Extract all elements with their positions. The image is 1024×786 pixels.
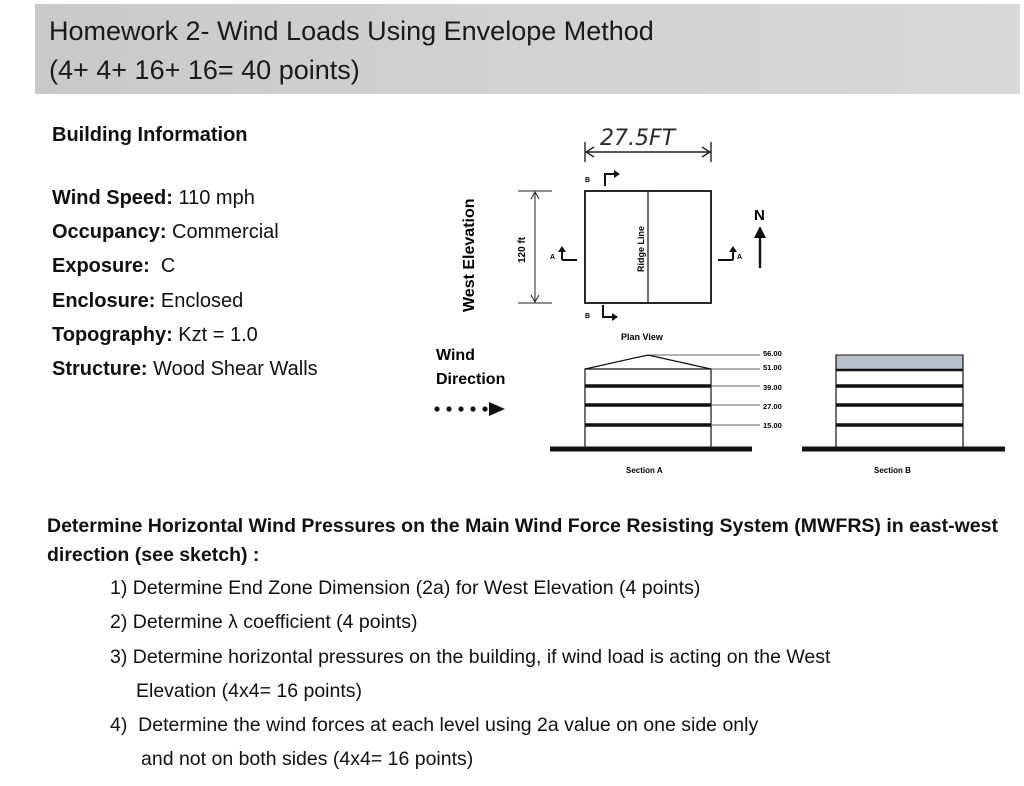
task-item-1: 1) Determine End Zone Dimension (2a) for West Elevation (4 points)	[110, 577, 701, 599]
handwritten-width: 27.5FT	[600, 126, 676, 151]
task-item-2: 2) Determine λ coefficient (4 points)	[110, 611, 418, 633]
wind-label: Wind	[436, 347, 475, 364]
elevation-39: 39.00	[763, 383, 782, 392]
info-row-structure: Structure: Wood Shear Walls	[52, 357, 318, 380]
section-b-arrow-top	[605, 170, 620, 186]
building-info-title: Building Information	[52, 124, 248, 146]
info-row-exposure: Exposure: C	[52, 255, 176, 278]
section-b-arrow-bottom	[603, 305, 618, 321]
task-item-3-continued: Elevation (4x4= 16 points)	[136, 680, 363, 702]
section-a-marker-right: A	[737, 254, 743, 261]
north-label: N	[754, 207, 765, 224]
elevation-56: 56.00	[763, 349, 782, 358]
dimension-120ft: 120 ft	[517, 236, 528, 263]
task-heading: Determine Horizontal Wind Pressures on the Main Wind Force Resisting System (MWFRS) in east-west direction (see sketch) :	[47, 515, 998, 566]
points-summary: (4+ 4+ 16+ 16= 40 points)	[49, 55, 360, 85]
homework-title: Homework 2- Wind Loads Using Envelope Method	[49, 16, 654, 46]
elevation-51: 51.00	[763, 363, 782, 372]
direction-label: Direction	[436, 371, 506, 388]
ridge-line-label: Ridge Line	[636, 225, 646, 272]
section-a-arrow-right	[718, 246, 737, 260]
task-item-4-continued: and not on both sides (4x4= 16 points)	[141, 748, 474, 770]
section-a-label: Section A	[626, 466, 663, 475]
section-b-marker-bottom: B	[585, 313, 591, 320]
section-b-marker-top: B	[585, 177, 591, 184]
section-a-marker-left: A	[550, 254, 556, 261]
section-b-label: Section B	[874, 466, 911, 475]
elevation-27: 27.00	[763, 402, 782, 411]
section-a-drawing	[550, 355, 760, 449]
plan-view-label: Plan View	[621, 332, 663, 342]
info-row-wind-speed: Wind Speed: 110 mph	[52, 187, 255, 209]
info-row-topography: Topography: Kzt = 1.0	[52, 323, 258, 346]
north-arrow-icon	[754, 226, 766, 268]
info-row-enclosure: Enclosure: Enclosed	[52, 289, 244, 312]
info-row-occupancy: Occupancy: Commercial	[52, 221, 279, 244]
section-b-drawing	[802, 355, 1005, 449]
section-a-arrow-left	[558, 246, 577, 260]
elevation-15: 15.00	[763, 421, 782, 430]
task-item-4: 4) Determine the wind forces at each level using 2a value on one side only	[110, 714, 759, 736]
wind-direction-arrow-icon	[434, 402, 505, 416]
task-item-3: 3) Determine horizontal pressures on the building, if wind load is acting on the West	[110, 646, 831, 668]
west-elevation-label: West Elevation	[461, 198, 478, 312]
